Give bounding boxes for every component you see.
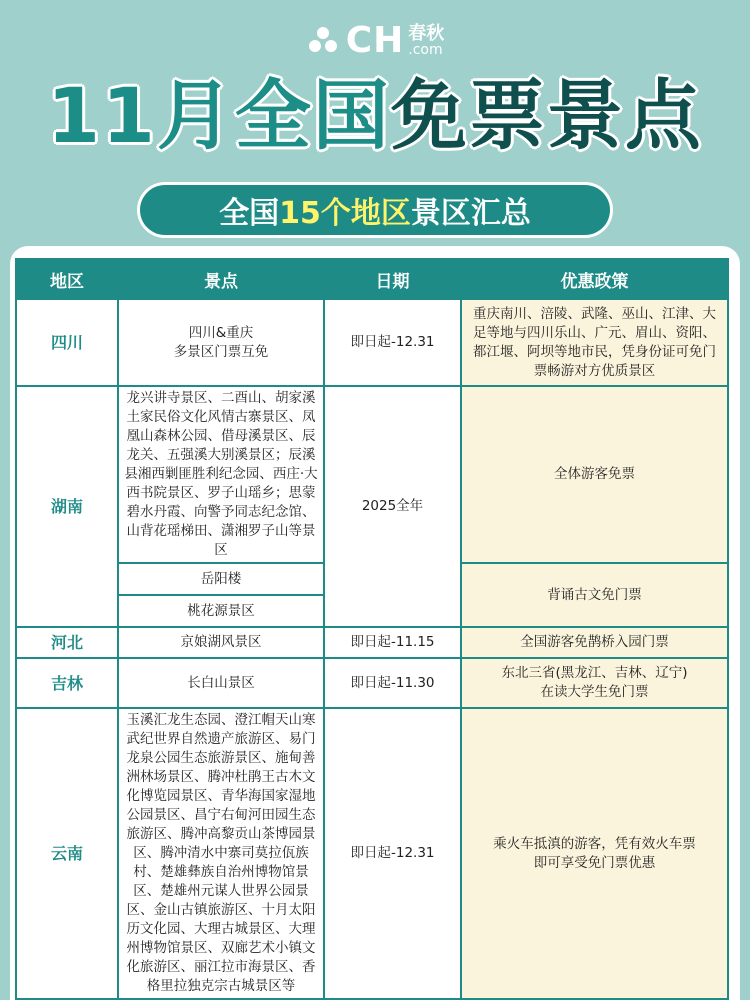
brand-name: CH xyxy=(345,20,405,61)
title-part2: 免票景点 xyxy=(390,71,703,160)
header-policy: 优惠政策 xyxy=(461,259,728,299)
table-header-row xyxy=(16,259,728,299)
subtitle-highlight: 15个地区 xyxy=(279,196,411,231)
title-part1: 11月全国 xyxy=(47,71,391,160)
table-row-jilin xyxy=(16,658,728,708)
date-cell: 即日起-11.30 xyxy=(324,658,461,708)
brand-cn: 春秋 xyxy=(408,22,445,44)
policy-cell: 东北三省(黑龙江、吉林、辽宁) 在读大学生免门票 xyxy=(461,658,728,708)
header-date: 日期 xyxy=(324,259,461,299)
policy-cell: 重庆南川、涪陵、武隆、巫山、江津、大足等地与四川乐山、广元、眉山、资阳、都江堰、阿坝等地市民，凭身份证可免门票畅游对方优质景区 xyxy=(461,299,728,386)
subtitle-pre: 全国 xyxy=(219,196,280,231)
header-spot: 景点 xyxy=(118,259,324,299)
spot-cell: 岳阳楼 xyxy=(118,563,324,595)
spot-cell: 桃花源景区 xyxy=(118,595,324,627)
policy-cell: 全国游客免鹊桥入园门票 xyxy=(461,627,728,658)
region-cell: 四川 xyxy=(16,299,118,386)
table-row-yunnan xyxy=(16,708,728,999)
scenic-table xyxy=(15,258,729,1000)
table-row-hebei xyxy=(16,627,728,658)
table-row-hunan xyxy=(16,386,728,563)
date-cell: 2025全年 xyxy=(324,386,461,627)
date-cell: 即日起-12.31 xyxy=(324,708,461,999)
brand-domain: .com xyxy=(408,41,443,58)
brand-logo xyxy=(0,20,750,61)
header-region: 地区 xyxy=(16,259,118,299)
brand-logo-icon xyxy=(306,24,340,58)
spot-cell: 龙兴讲寺景区、二酉山、胡家溪土家民俗文化风情古寨景区、凤凰山森林公园、借母溪景区、辰龙关、五强溪大别溪景区；辰溪县湘西剿匪胜利纪念园、西庄·大西书院景区、罗子山瑶乡；思蒙碧水丹霞、向警予同志纪念馆、山背花瑶梯田、潇湘罗子山等景区 xyxy=(118,386,324,563)
table-row-sichuan xyxy=(16,299,728,386)
page-title xyxy=(0,71,750,160)
region-cell: 湖南 xyxy=(16,386,118,627)
spot-cell: 玉溪汇龙生态园、澄江帽天山寒武纪世界自然遗产旅游区、易门龙泉公园生态旅游景区、施甸善洲林场景区、腾冲杜鹃王古木文化博览园景区、青华海国家湿地公园景区、昌宁右甸河田园生态旅游区、腾冲高黎贡山茶博园景区、腾冲清水中寨司莫拉佤族村、楚雄彝族自治州博物馆景区、楚雄州元谋人世界公园景区、金山古镇旅游区、十月太阳历文化园、大理古城景区、大理州博物馆景区、双廊艺术小镇文化旅游区、丽江拉市海景区、香格里拉独克宗古城景区等 xyxy=(118,708,324,999)
spot-cell: 长白山景区 xyxy=(118,658,324,708)
region-cell: 云南 xyxy=(16,708,118,999)
date-cell: 即日起-11.15 xyxy=(324,627,461,658)
date-cell: 即日起-12.31 xyxy=(324,299,461,386)
region-cell: 河北 xyxy=(16,627,118,658)
region-cell: 吉林 xyxy=(16,658,118,708)
spot-cell: 四川&重庆 多景区门票互免 xyxy=(118,299,324,386)
policy-cell: 乘火车抵滇的游客，凭有效火车票 即可享受免门票优惠 xyxy=(461,708,728,999)
spot-cell: 京娘湖风景区 xyxy=(118,627,324,658)
policy-cell: 全体游客免票 xyxy=(461,386,728,563)
subtitle-banner xyxy=(140,185,610,235)
subtitle-post: 景区汇总 xyxy=(410,196,531,231)
policy-cell: 背诵古文免门票 xyxy=(461,563,728,627)
